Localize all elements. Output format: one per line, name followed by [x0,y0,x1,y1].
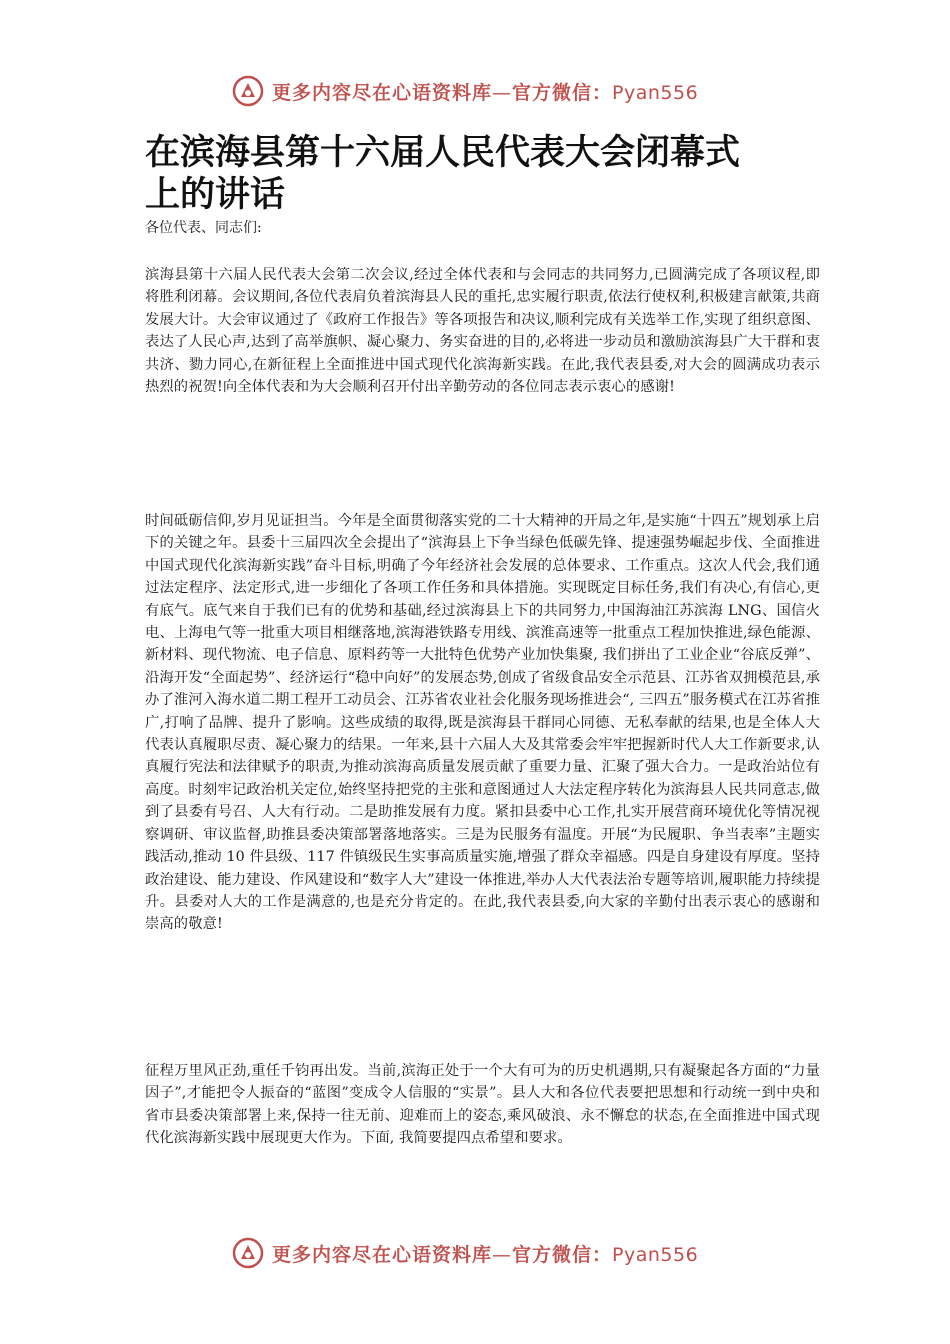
header-banner [232,74,698,108]
banner-handle: Pyan556 [612,81,699,104]
paragraph-1: 滨海县第十六届人民代表大会第二次会议,经过全体代表和与会同志的共同努力,已圆满完成了各项议程,即将胜利闭幕。会议期间,各位代表肩负着滨海县人民的重托,忠实履行职责,依法行使权利,积极建言献策,共商发展大计。大会审议通过了《政府工作报告》等各项报告和决议,顺利完成有关选举工作,实现了组织意图、表达了人民心声,达到了高举旗帜、凝心聚力、务实奋进的目的,必将进一步动员和激励滨海县广大干群和衷共济、勠力同心,在新征程上全面推进中国式现代化滨海新实践。在此,我代表县委,对大会的圆满成功表示热烈的祝贺!向全体代表和为大会顺利召开付出辛勤劳动的各位同志表示衷心的感谢! [145,267,820,396]
banner-text [272,1240,698,1267]
title-line-2: 上的讲话 [145,175,286,215]
paragraph-3: 征程万里风正劲,重任千钧再出发。当前,滨海正处于一个大有可为的历史机遇期,只有凝聚起各方面的“力量因子”,才能把令人振奋的“蓝图”变成令人信服的“实景”。县人大和各位代表要把思想和行动统一到中央和省市县委决策部署上来,保持一往无前、迎难而上的姿态,乘风破浪、永不懈怠的状态,在全面推进中国式现代化滨海新实践中展现更大作为。下面, 我简要提四点希望和要求。 [145,1063,820,1147]
seal-logo-icon [232,1237,264,1269]
banner-slogan: 更多内容尽在心语资料库 [272,81,493,104]
banner-handle: Pyan556 [612,1243,699,1266]
banner-text [272,78,698,105]
footer-banner [232,1236,698,1270]
salutation: 各位代表、同志们: [145,220,262,236]
banner-dash: — [492,81,513,104]
paragraph-2: 时间砥砺信仰,岁月见证担当。今年是全面贯彻落实党的二十大精神的开局之年,是实施“十四五”规划承上启下的关键之年。县委十三届四次全会提出了“滨海县上下争当绿色低碳先锋、提速强势崛起步伐、全面推进中国式现代化滨海新实践”奋斗目标,明确了今年经济社会发展的总体要求、工作重点。这次人代会,我们通过法定程序、法定形式,进一步细化了各项工作任务和具体措施。实现既定目标任务,我们有决心,有信心,更有底气。底气来自于我们已有的优势和基础,经过滨海县上下的共同努力,中国海油江苏滨海 LNG、国信火电、上海电气等一批重大项目相继落地,滨海港铁路专用线、滨淮高速等一批重点工程加快推进,绿色能源、新材料、现代物流、电子信息、原料药等一大批特色优势产业加快集聚, 我们拼出了工业企业“谷底反弹”、沿海开发“全面起势”、经济运行“稳中向好”的发展态势,创成了省级食品安全示范县、江苏省双拥模范县,承办了淮河入海水道二期工程开工动员会、江苏省农业社会化服务现场推进会“, 三四五”服务模式在江苏省推广,打响了品牌、提升了影响。这些成绩的取得,既是滨海县干群同心同德、无私奉献的结果,也是全体人大代表认真履职尽责、凝心聚力的结果。一年来,县十六届人大及其常委会牢牢把握新时代人大工作新要求,认真履行宪法和法律赋予的职责,为推动滨海高质量发展贡献了重要力量、汇聚了强大合力。一是政治站位有高度。时刻牢记政治机关定位,始终坚持把党的主张和意图通过人大法定程序转化为滨海县人民共同意志,做到了县委有号召、人大有行动。二是助推发展有力度。紧扣县委中心工作,扎实开展营商环境优化等情况视察调研、审议监督,助推县委决策部署落地落实。三是为民服务有温度。开展“为民履职、争当表率”主题实践活动,推动 10 件县级、117 件镇级民生实事高质量实施,增强了群众幸福感。四是自身建设有厚度。坚持政治建设、能力建设、作风建设和“数字人大”建设一体推进,举办人大代表法治专题等培训,履职能力持续提升。县委对人大的工作是满意的,也是充分肯定的。在此,我代表县委,向大家的辛勤付出表示衷心的感谢和崇高的敬意! [145,513,821,933]
banner-label: 官方微信： [512,81,613,104]
document-title [145,132,785,216]
seal-logo-icon [232,75,264,107]
banner-label: 官方微信： [512,1243,613,1266]
banner-slogan: 更多内容尽在心语资料库 [272,1243,493,1266]
banner-dash: — [492,1243,513,1266]
title-line-1: 在滨海县第十六届人民代表大会闭幕式 [145,133,741,173]
